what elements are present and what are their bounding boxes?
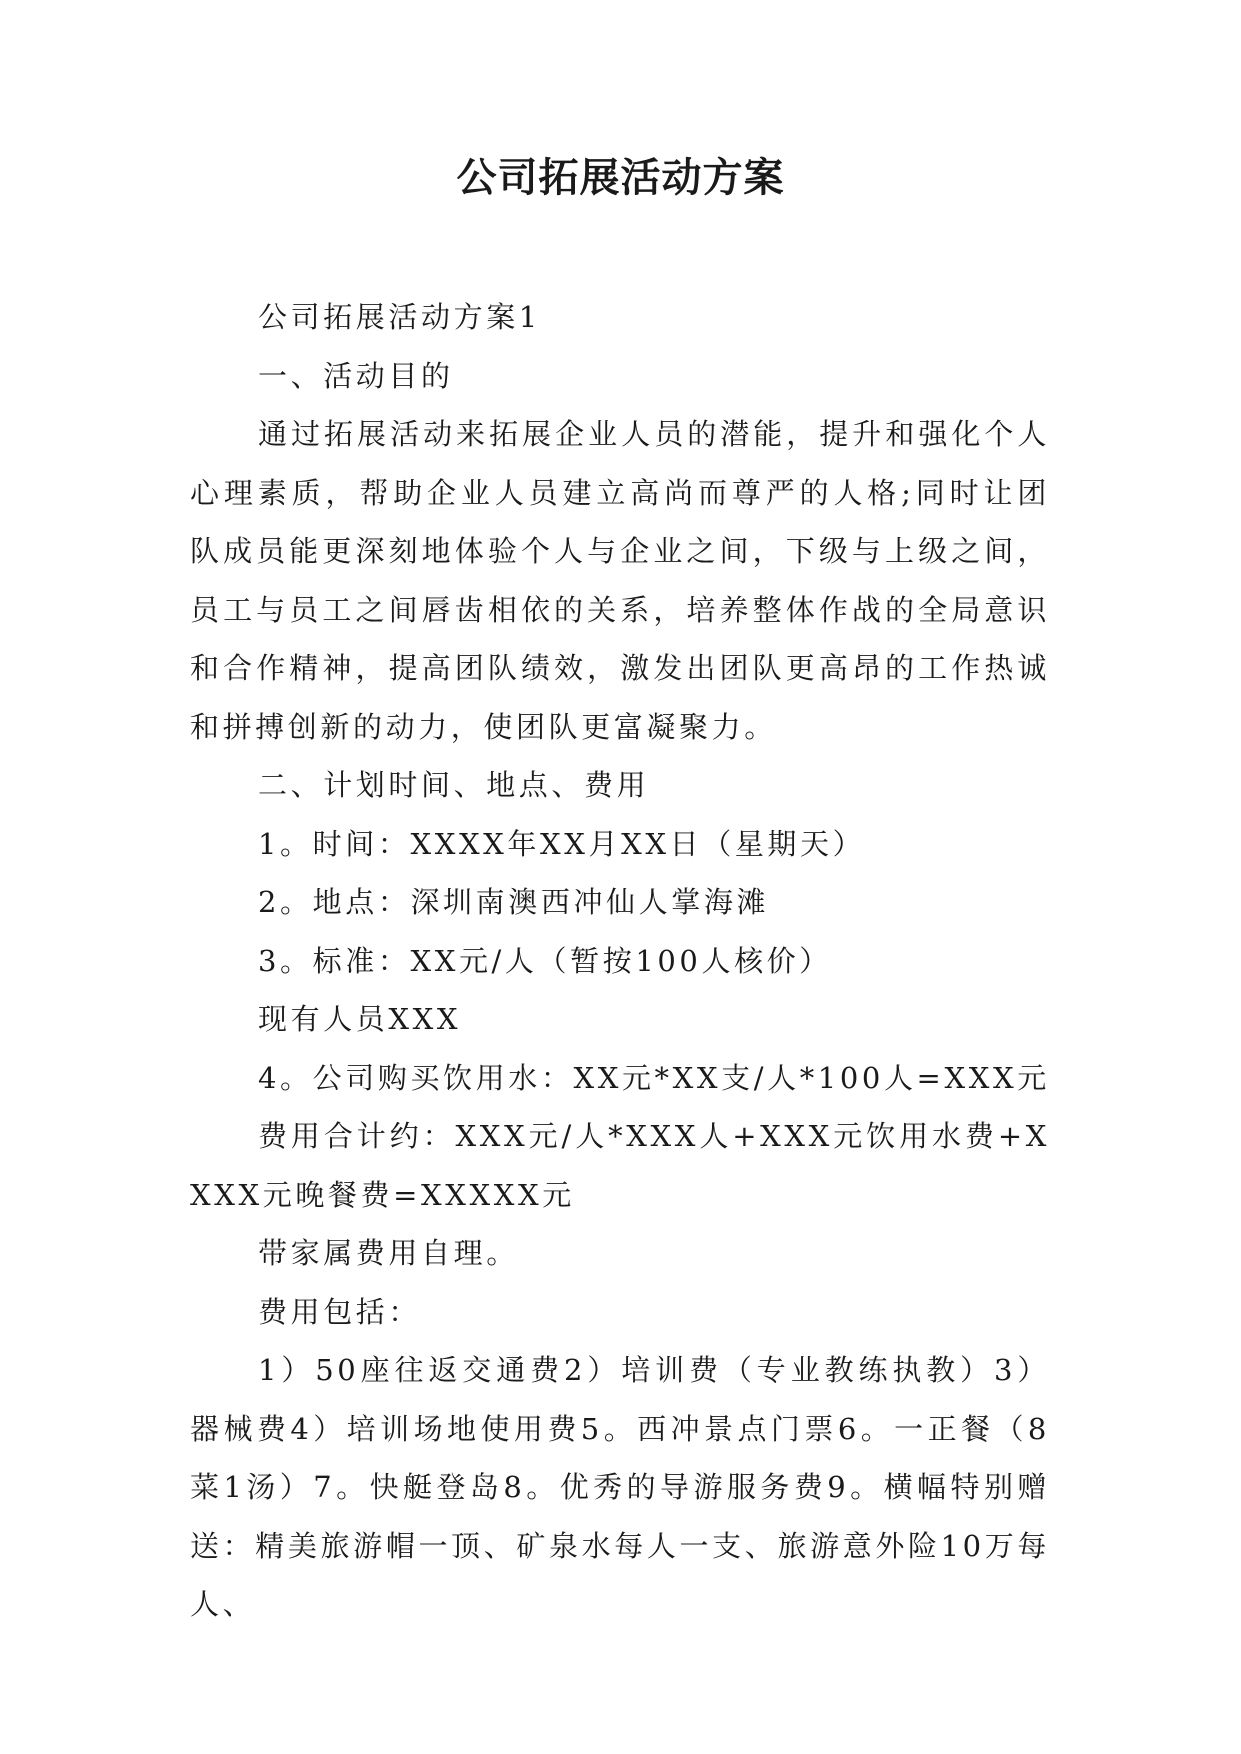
heading-cost-includes: 费用包括： (258, 1294, 422, 1329)
item-place: 2。地点：深圳南澳西冲仙人掌海滩 (258, 885, 770, 919)
paragraph-purpose: 通过拓展活动来拓展企业人员的潜能，提升和强化个人心理素质，帮助企业人员建立高尚而尊严的人格;同时让团队成员能更深刻地体验个人与企业之间，下级与上级之间，员工与员工之间唇齿相依的关系，培养整体作战的全局意识和合作精神，提高团队绩效，激发出团队更高昂的工作热诚和拼搏创新的动力，使团队更富凝聚力。 (190, 417, 1050, 744)
item-time: 1。时间：XXXX年XX月XX日（星期天） (258, 826, 866, 861)
document-title: 公司拓展活动方案 (456, 155, 785, 201)
heading-activity-purpose: 一、活动目的 (258, 358, 454, 393)
paragraph-cost-items: 1）50座往返交通费2）培训费（专业教练执教）3）器械费4）培训场地使用费5。西冲景点门票6。一正餐（8菜1汤）7。快艇登岛8。优秀的导游服务费9。横幅特别赠送：精美旅游帽一顶、矿泉水每人一支、旅游意外险10万每人、 (190, 1353, 1050, 1621)
item-standard: 3。标准：XX元/人（暂按100人核价） (258, 943, 832, 978)
paragraph-total-cost: 费用合计约：XXX元/人*XXX人+XXX元饮用水费+XXXX元晚餐费=XXXXX元 (190, 1119, 1050, 1212)
paragraph-family-cost: 带家属费用自理。 (258, 1236, 519, 1270)
item-drinking-water: 4。公司购买饮用水：XX元*XX支/人*100人=XXX元 (258, 1060, 1050, 1095)
document-body (190, 288, 1050, 1634)
item-current-staff: 现有人员XXX (258, 1002, 462, 1036)
section-heading-plan-1: 公司拓展活动方案1 (258, 300, 541, 334)
heading-time-place-cost: 二、计划时间、地点、费用 (258, 768, 650, 802)
